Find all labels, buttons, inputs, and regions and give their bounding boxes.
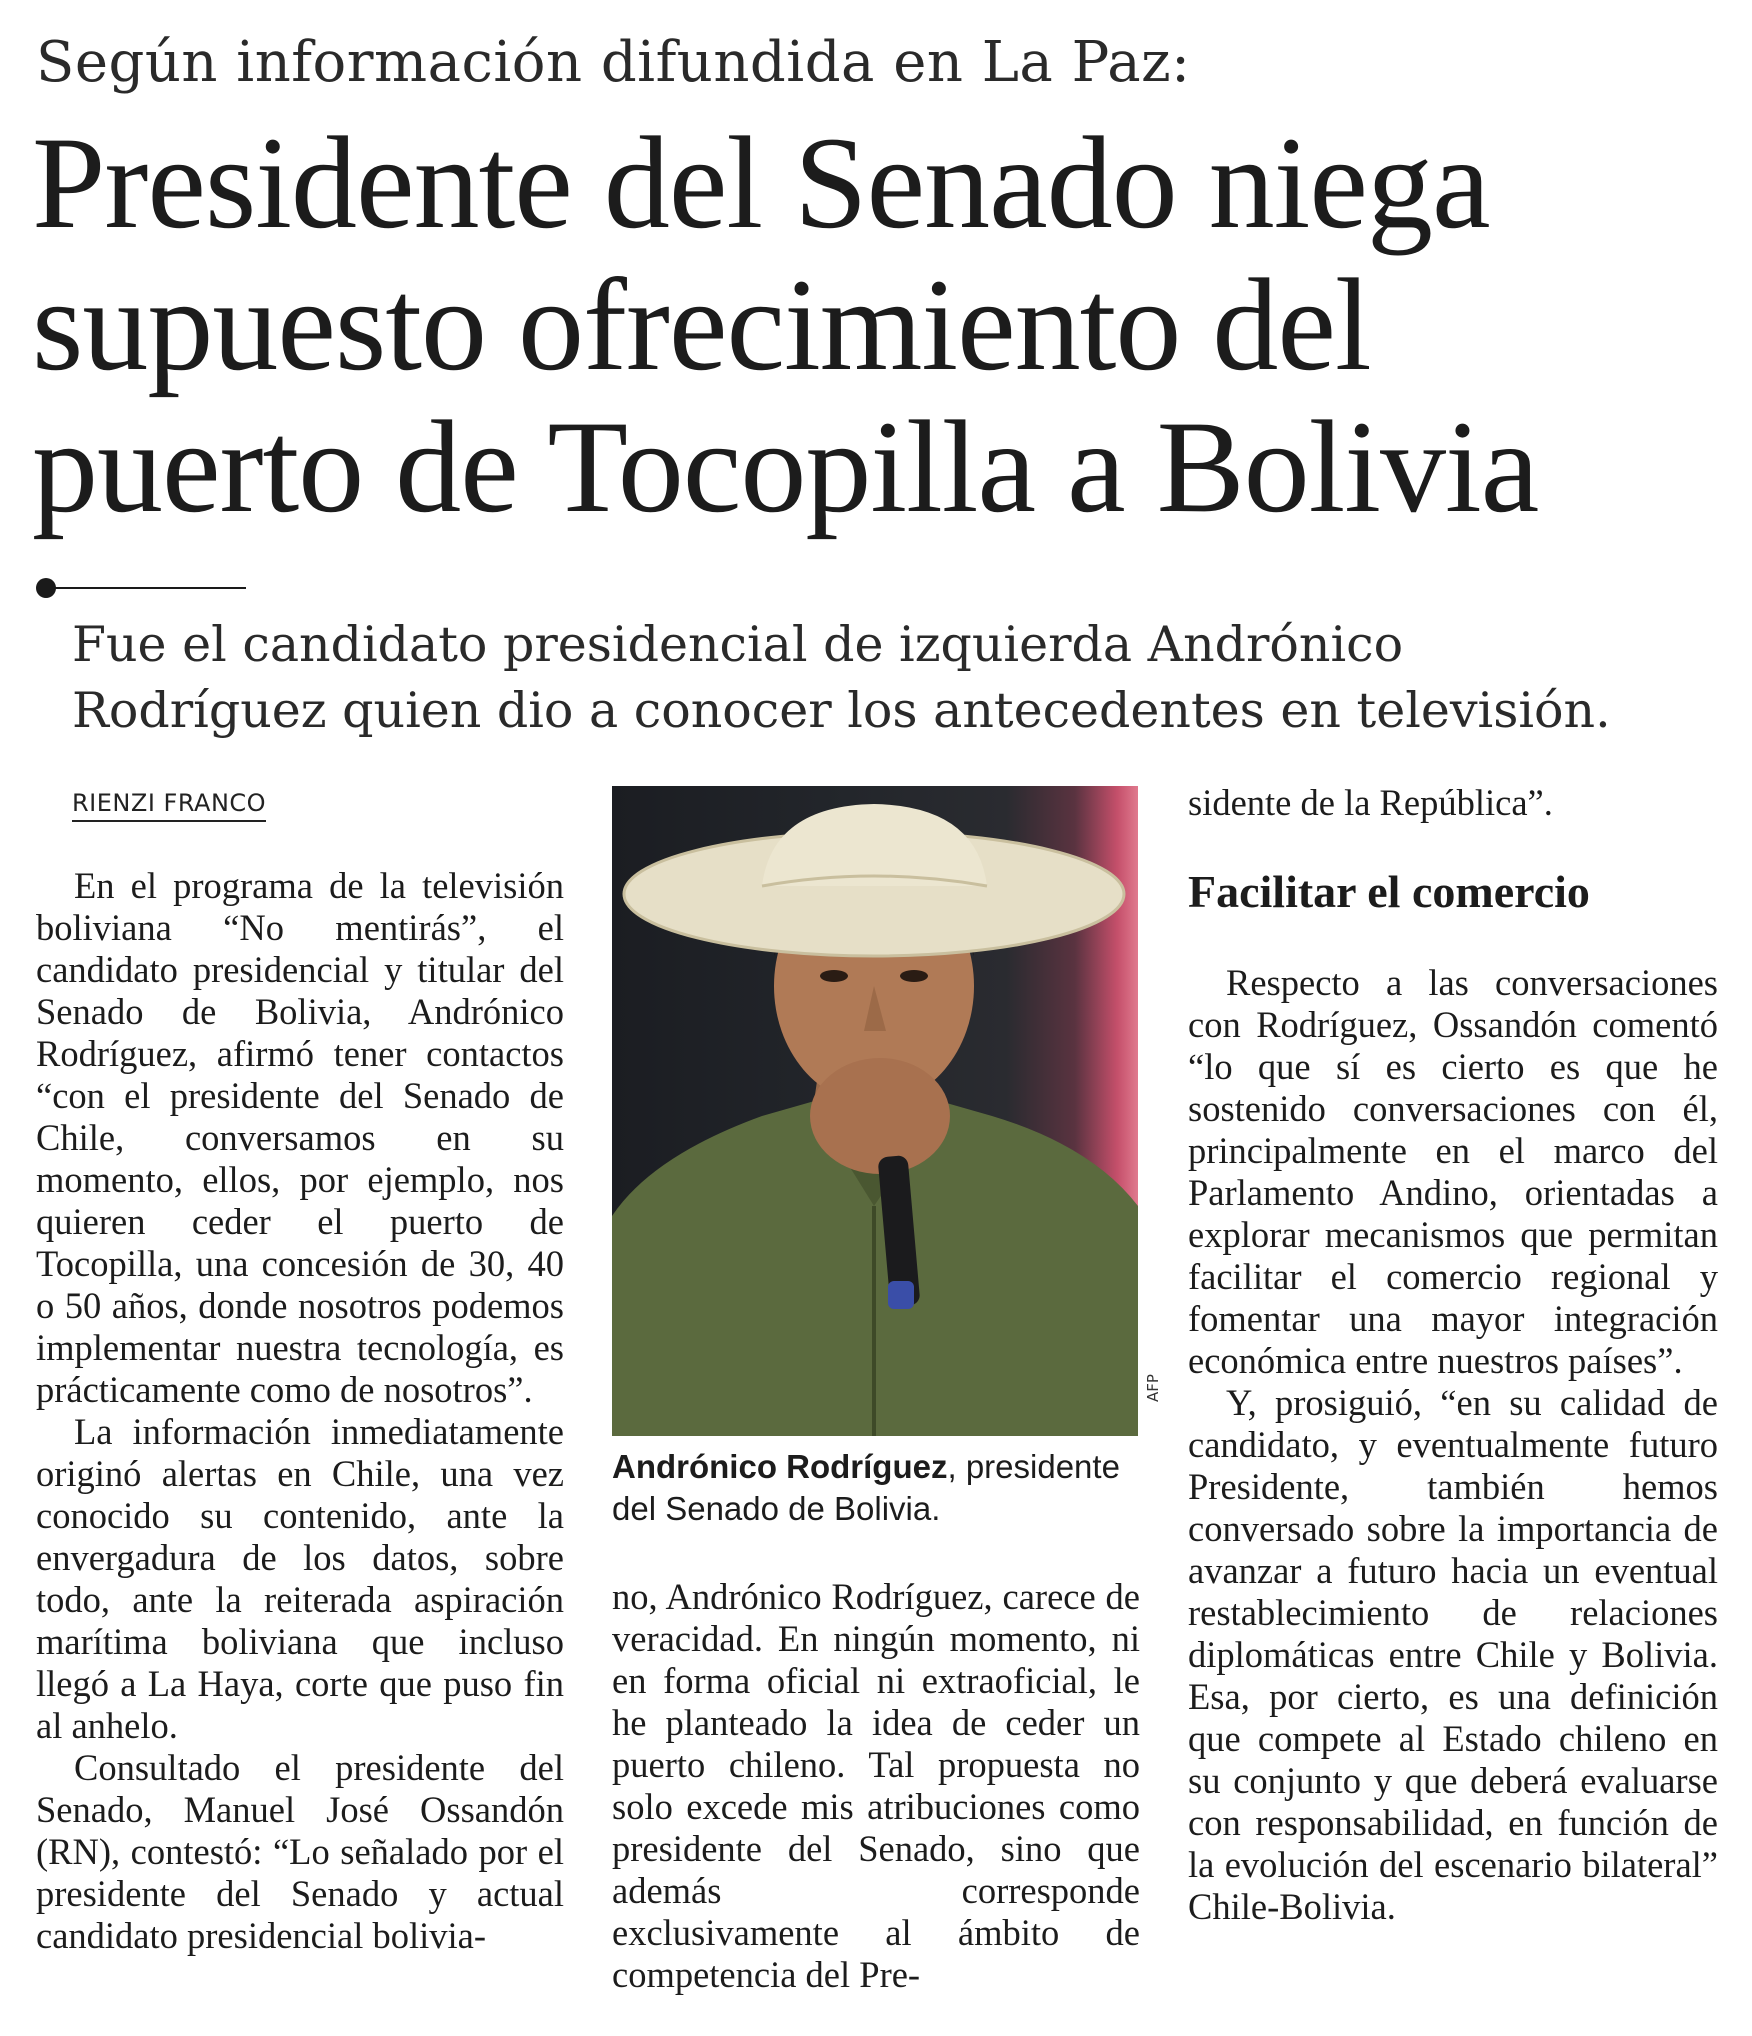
divider-line <box>46 587 246 589</box>
byline: RIENZI FRANCO <box>72 787 266 822</box>
deck-line-2: Rodríguez quien dio a conocer los antecedentes en televisión. <box>72 682 1611 739</box>
photo-credit: AFP <box>1144 1374 1162 1402</box>
column-2 <box>612 1576 1140 1996</box>
photo-caption <box>612 1446 1152 1530</box>
caption-name: Andrónico Rodríguez <box>612 1448 948 1485</box>
paragraph: no, Andrónico Rodríguez, carece de veracidad. En ningún momento, ni en forma oficial ni extraoficial, le he planteado la idea de ceder un puerto chileno. Tal propuesta no solo excede mis atribuciones como presidente del Senado, sino que además corresponde exclusivamente al ámbito de competencia del Pre- <box>612 1576 1140 1995</box>
portrait-illustration <box>612 786 1138 1436</box>
paragraph: Y, prosiguió, “en su calidad de candidato, y eventualmente futuro Presidente, también hemos conversado sobre la importancia de avanzar a futuro hacia un eventual restablecimiento de relaciones diplomáticas entre Chile y Bolivia. Esa, por cierto, es una definición que compete al Estado chileno en su conjunto y que deberá evaluarse con responsabilidad, en función de la evolución del escenario bilateral” Chile-Bolivia. <box>1188 1382 1718 1927</box>
column-3 <box>1188 782 1718 1928</box>
subheading: Facilitar el comercio <box>1188 866 1590 917</box>
column-1 <box>36 865 564 1957</box>
paragraph: En el programa de la televisión boliviana “No mentirás”, el candidato presidencial y titular del Senado de Bolivia, Andrónico Rodríguez, afirmó tener contactos “con el presidente del Senado de Chile, conversamos en su momento, ellos, por ejemplo, nos quieren ceder el puerto de Tocopilla, una concesión de 30, 40 o 50 años, donde nosotros podemos implementar nuestra tecnología, es prácticamente como de nosotros”. <box>36 865 564 1410</box>
deck-line-1: Fue el candidato presidencial de izquierda Andrónico <box>72 616 1404 673</box>
deck <box>72 612 1712 744</box>
headline-line-3: puerto de Tocopilla a Bolivia <box>32 393 1539 540</box>
paragraph: Consultado el presidente del Senado, Manuel José Ossandón (RN), contestó: “Lo señalado por el presidente del Senado y actual candidato presidencial bolivia- <box>36 1747 564 1956</box>
photo <box>612 786 1138 1436</box>
caption-text: , presidente del Senado de Bolivia. <box>612 1448 1120 1527</box>
paragraph: sidente de la República”. <box>1188 782 1553 823</box>
kicker: Según información difundida en La Paz: <box>36 30 1191 95</box>
paragraph: La información inmediatamente originó alertas en Chile, una vez conocido su contenido, ante la envergadura de los datos, sobre todo, ante la reiterada aspiración marítima boliviana que incluso llegó a La Haya, corte que puso fin al anhelo. <box>36 1411 564 1746</box>
headline <box>32 109 1732 540</box>
paragraph: Respecto a las conversaciones con Rodríguez, Ossandón comentó “lo que sí es cierto es que he sostenido conversaciones con él, principalmente en el marco del Parlamento Andino, orientadas a explorar mecanismos que permitan facilitar el comercio regional y fomentar una mayor integración económica entre nuestros países”. <box>1188 962 1718 1381</box>
headline-line-1: Presidente del Senado niega <box>32 109 1490 256</box>
headline-line-2: supuesto ofrecimiento del <box>32 251 1371 398</box>
